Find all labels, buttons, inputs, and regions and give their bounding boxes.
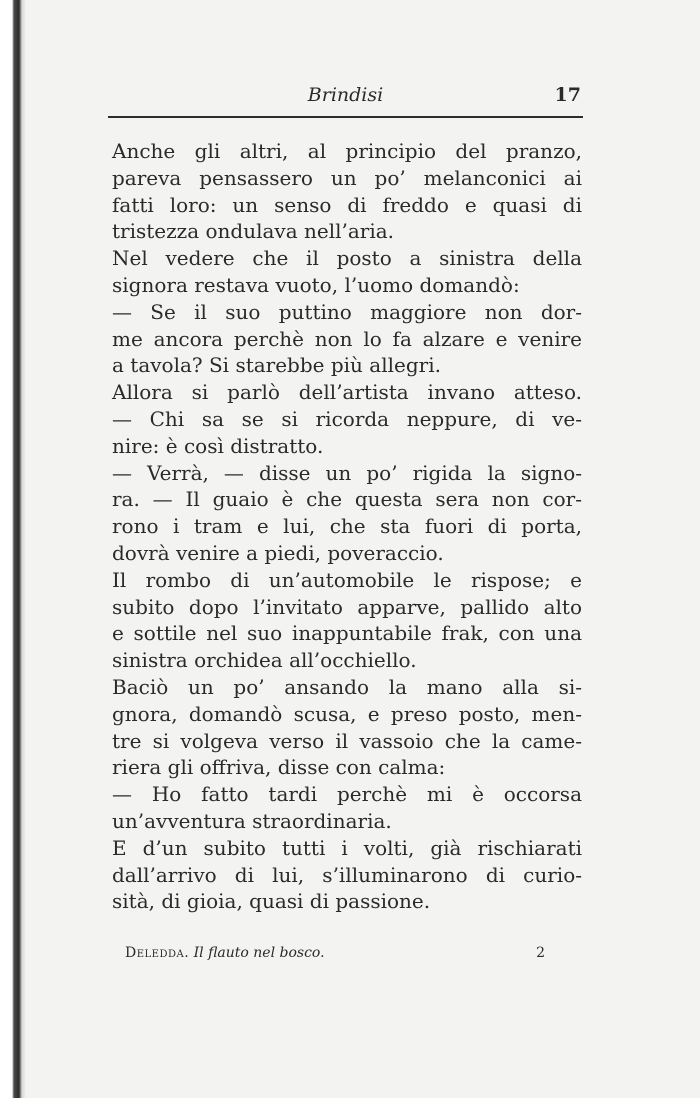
text-line: pareva pensassero un po’ melanconici ai — [112, 165, 582, 190]
text-line: ra. — Il guaio è che questa sera non cor- — [112, 487, 582, 512]
text-line: rono i tram e lui, che sta fuori di porta, — [112, 514, 582, 539]
page-footer — [125, 945, 545, 967]
text-line: tre si volgeva verso il vassoio che la came- — [112, 728, 582, 753]
text-line: tristezza ondulava nell’aria. — [112, 219, 395, 244]
text-line: nire: è così distratto. — [112, 433, 324, 458]
text-line: Allora si parlò dell’artista invano atteso. — [112, 380, 582, 405]
text-line: fatti loro: un senso di freddo e quasi di — [112, 192, 582, 217]
text-line: — Ho fatto tardi perchè mi è occorsa — [112, 782, 582, 807]
text-line: a tavola? Si starebbe più allegri. — [112, 353, 441, 378]
text-line: — Se il suo puttino maggiore non dor- — [112, 299, 582, 324]
text-line: riera gli offriva, disse con calma: — [112, 755, 446, 780]
text-line: signora restava vuoto, l’uomo domandò: — [112, 272, 520, 297]
text-line: dovrà venire a piedi, poveraccio. — [112, 540, 444, 565]
running-title: Brindisi — [307, 84, 384, 106]
body-text — [112, 138, 582, 915]
text-line: — Verrà, — disse un po’ rigida la signo- — [112, 460, 582, 485]
signature-title: Il flauto nel bosco. — [193, 945, 325, 961]
text-line: subito dopo l’invitato apparve, pallido alto — [112, 594, 582, 619]
text-line: — Chi sa se si ricorda neppure, di ve- — [112, 406, 582, 431]
text-line: gnora, domandò scusa, e preso posto, men- — [112, 701, 582, 726]
text-line: dall’arrivo di lui, s’illuminarono di curio- — [112, 862, 582, 887]
text-line: E d’un subito tutti i volti, già rischiarati — [112, 835, 582, 860]
signature-number: 2 — [536, 945, 545, 961]
text-line: un’avventura straordinaria. — [112, 808, 392, 833]
page-header — [108, 80, 583, 110]
text-line: me ancora perchè non lo fa alzare e venire — [112, 326, 582, 351]
page-number: 17 — [554, 84, 581, 106]
text-line: Anche gli altri, al principio del pranzo, — [112, 139, 582, 163]
text-line: Baciò un po’ ansando la mano alla si- — [112, 674, 582, 699]
header-rule — [108, 116, 583, 118]
text-line: Il rombo di un’automobile le rispose; e — [112, 567, 582, 592]
text-line: Nel vedere che il posto a sinistra della — [112, 246, 582, 271]
printer-signature — [125, 945, 325, 961]
text-line: e sottile nel suo inappuntabile frak, con una — [112, 621, 582, 646]
signature-author: Deledda. — [125, 945, 190, 961]
text-line: sità, di gioia, quasi di passione. — [112, 889, 431, 914]
book-spine-edge — [0, 0, 26, 1098]
text-line: sinistra orchidea all’occhiello. — [112, 648, 417, 673]
